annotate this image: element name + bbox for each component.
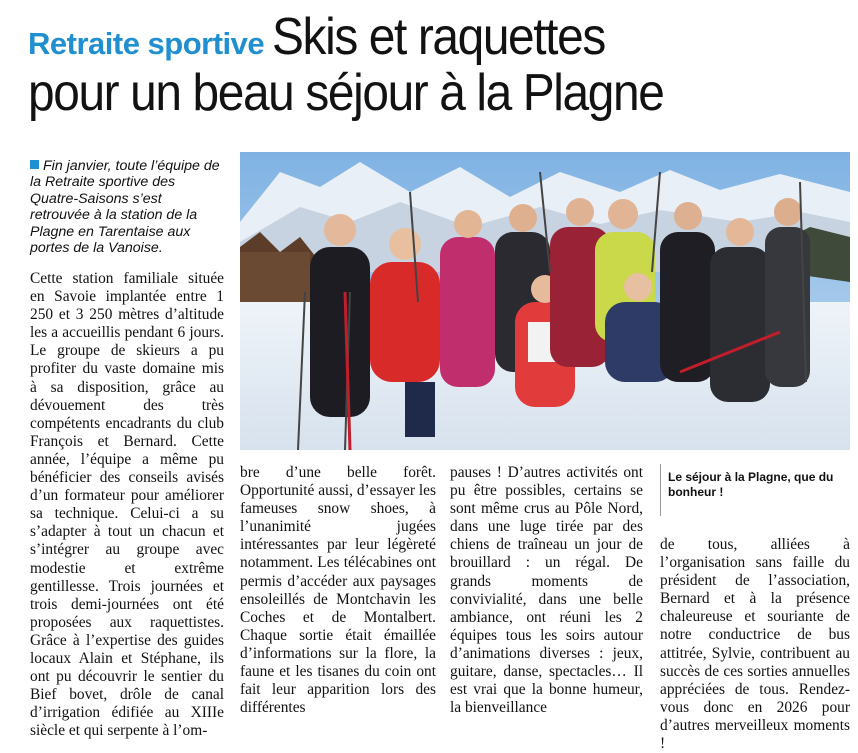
article-column-4	[660, 536, 850, 753]
body-text-4: de tous, alliées à l’organisation sans faille du président de l’association, Bernard et à la présence chaleureuse et souriante de notre conductrice de bus attitrée, Sylvie, contribuent au succès de ces sorties annuelles appréciées de tous. Rendez-vous donc en 2026 pour d’autres merveilleux moments !	[660, 536, 850, 753]
article-column-2	[240, 464, 436, 717]
photo-caption: Le séjour à la Plagne, que du bonheur !	[668, 470, 834, 499]
group-photo	[240, 152, 850, 450]
title-line-2: pour un beau séjour à la Plagne	[28, 64, 664, 122]
kicker: Retraite sportive	[28, 26, 265, 61]
article-column-3	[450, 464, 643, 717]
lead-paragraph	[30, 158, 224, 256]
body-text-3: pauses ! D’autres activités ont pu être possibles, certains se sont même crus au Pôle Nord, dans une luge tirée par des chiens de traîneau un jour de brouillard : un régal. De grands moments de convivialité, dans une belle ambiance, ont réuni les 2 équipes tous les soirs autour d’animations diverses : jeux, guitare, danse, spectacles… Il est vrai que la bonne humeur, la bienveillance	[450, 464, 643, 717]
title-line-1: Skis et raquettes	[272, 8, 606, 66]
square-bullet-icon	[30, 160, 39, 169]
lead-text: Fin janvier, toute l’équipe de la Retraite sportive des Quatre-Saisons s’est retrouvée à la station de la Plagne en Tarentaise aux portes de la Vanoise.	[30, 158, 220, 257]
body-text-2: bre d’une belle forêt. Opportunité aussi, d’essayer les fameuses snow shoes, à l’unanimité jugées intéressantes par leur légèreté notamment. Les télécabines ont permis d’accéder aux paysages ensoleillés de Montchavin les Coches et de Montalbert. Chaque sortie était émaillée d’informations sur la flore, la faune et les tisanes du coin ont fait leur apparition lors des différentes	[240, 464, 436, 717]
article-column-1	[30, 270, 224, 740]
headline	[28, 8, 848, 122]
snow-group-photo-illustration	[240, 152, 850, 450]
body-text-1: Cette station familiale située en Savoie implantée entre 1 250 et 3 250 mètres d’altitude les a accueillis pendant 6 jours. Le groupe de skieurs a pu profiter du vaste domaine mis à sa disposition, grâce au dévouement des très compétents encadrants du club François et Bernard. Cette année, l’équipe a même pu bénéficier des conseils avisés d’un formateur pour améliorer sa technique. Celui-ci a su s’adapter à tout un chacun et s’intégrer au groupe avec modestie et extrême gentillesse. Trois journées et trois demi-journées ont été proposées aux raquettistes. Grâce à l’expertise des guides locaux Alain et Stéphane, ils ont pu découvrir le sentier du Bief bovet, drôle de canal d’irrigation édifiée au XIIIe siècle et qui serpente à l’om-	[30, 270, 224, 740]
